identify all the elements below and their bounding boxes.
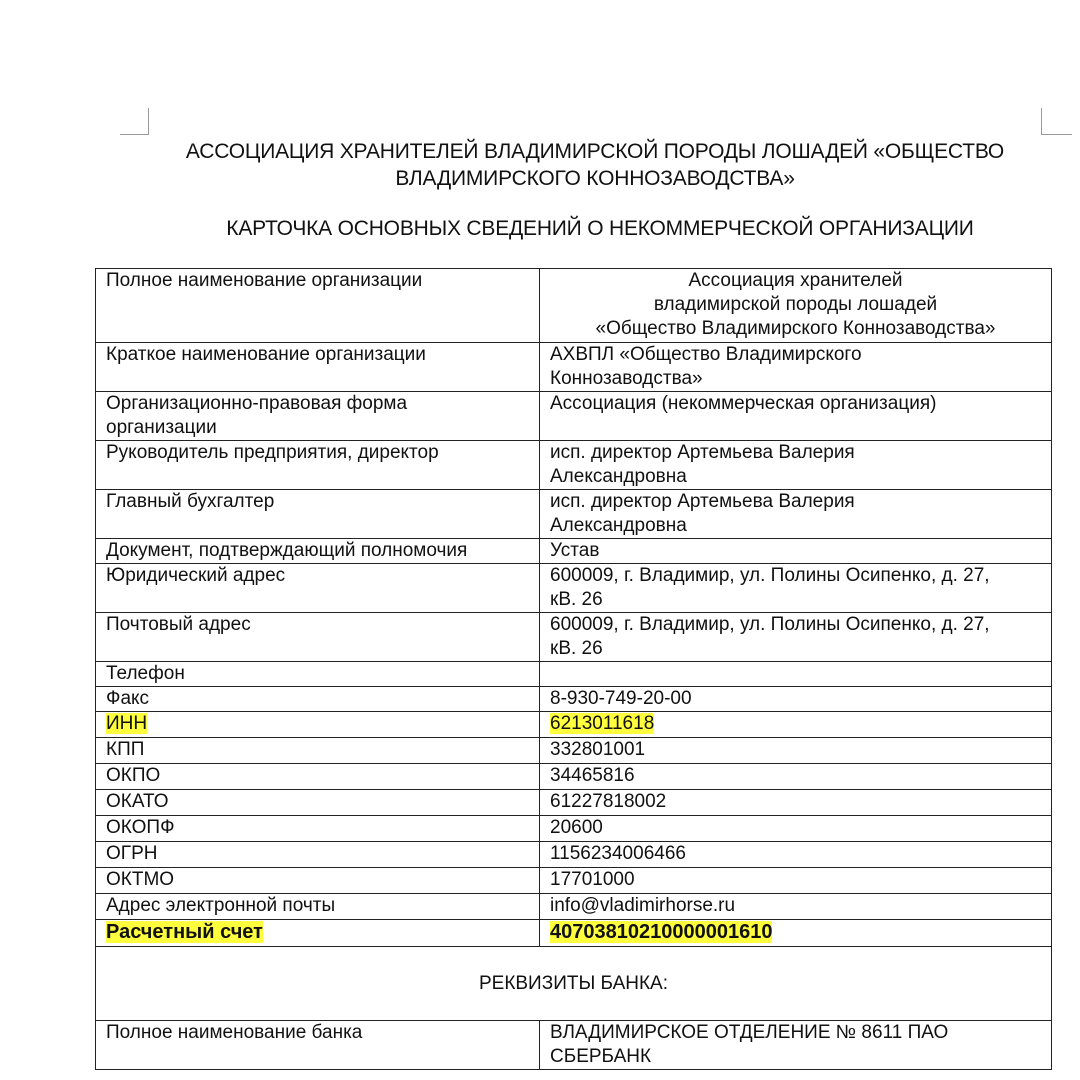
value-line: кВ. 26: [550, 638, 603, 659]
value-line: исп. директор Артемьева Валерия: [550, 491, 855, 512]
row-label: [96, 920, 540, 947]
row-value: [540, 441, 1052, 490]
table-row: [96, 662, 1052, 687]
highlighted-value: 6213011618: [550, 713, 655, 734]
row-label: Главный бухгалтер: [96, 490, 540, 539]
table-row: [96, 816, 1052, 842]
value-line: АХВПЛ «Общество Владимирского: [550, 344, 862, 365]
label-line: Организационно-правовая форма: [106, 393, 408, 414]
row-value: [540, 920, 1052, 947]
row-label: КПП: [96, 738, 540, 764]
value-line: кВ. 26: [550, 589, 603, 610]
organization-title: [150, 138, 1040, 192]
row-label: Руководитель предприятия, директор: [96, 441, 540, 490]
row-value: [540, 490, 1052, 539]
table-row: [96, 894, 1052, 920]
value-line: Александровна: [550, 466, 687, 487]
value-line: Александровна: [550, 515, 687, 536]
table-row: [96, 738, 1052, 764]
bank-section-title-text: РЕКВИЗИТЫ БАНКА:: [478, 972, 669, 994]
card-title: КАРТОЧКА ОСНОВНЫХ СВЕДЕНИЙ О НЕКОММЕРЧЕСКОЙ ОРГАНИЗАЦИИ: [226, 217, 974, 240]
table-row: [96, 613, 1052, 662]
row-value: 34465816: [540, 764, 1052, 790]
row-value: 17701000: [540, 868, 1052, 894]
table-row: [96, 790, 1052, 816]
row-value: info@vladimirhorse.ru: [540, 894, 1052, 920]
row-value: [540, 564, 1052, 613]
row-value: [540, 269, 1052, 343]
row-label: ОГРН: [96, 842, 540, 868]
value-line: 600009, г. Владимир, ул. Полины Осипенко, д. 27,: [550, 614, 990, 635]
bank-section-header-row: [96, 947, 1052, 1021]
row-label: ОКОПФ: [96, 816, 540, 842]
table-row: [96, 392, 1052, 441]
value-line: Ассоциация хранителей: [688, 270, 903, 291]
bank-section-title: [96, 947, 1052, 1021]
page-corner-mark-right: [1041, 108, 1072, 135]
table-row: [96, 1021, 1052, 1070]
row-label: ОКТМО: [96, 868, 540, 894]
row-label: Адрес электронной почты: [96, 894, 540, 920]
table-row: [96, 764, 1052, 790]
row-value: 8-930-749-20-00: [540, 687, 1052, 712]
table-row: [96, 712, 1052, 738]
row-value: Ассоциация (некоммерческая организация): [540, 392, 1052, 441]
row-value: [540, 613, 1052, 662]
table-row: [96, 269, 1052, 343]
organization-title-line-1: АССОЦИАЦИЯ ХРАНИТЕЛЕЙ ВЛАДИМИРСКОЙ ПОРОДЫ ЛОШАДЕЙ «ОБЩЕСТВО: [185, 140, 1005, 163]
highlighted-value: 40703810210000001610: [550, 921, 773, 943]
row-value: 20600: [540, 816, 1052, 842]
row-value: [540, 343, 1052, 392]
row-label: Телефон: [96, 662, 540, 687]
value-line: СБЕРБАНК: [550, 1046, 652, 1067]
table-row: [96, 441, 1052, 490]
page-corner-mark-left: [120, 108, 149, 135]
table-row: [96, 490, 1052, 539]
row-label: [96, 392, 540, 441]
row-value: 61227818002: [540, 790, 1052, 816]
row-value: Устав: [540, 539, 1052, 564]
row-label: ОКАТО: [96, 790, 540, 816]
value-line: Коннозаводства»: [550, 368, 703, 389]
row-value: 332801001: [540, 738, 1052, 764]
row-label: ОКПО: [96, 764, 540, 790]
organization-title-line-2: ВЛАДИМИРСКОГО КОННОЗАВОДСТВА»: [395, 167, 795, 190]
row-label: Полное наименование организации: [96, 269, 540, 343]
value-line: владимирской породы лошадей: [653, 294, 938, 315]
row-label: Юридический адрес: [96, 564, 540, 613]
row-label: Факс: [96, 687, 540, 712]
table-row: [96, 868, 1052, 894]
table-row: [96, 687, 1052, 712]
value-line: 600009, г. Владимир, ул. Полины Осипенко, д. 27,: [550, 565, 990, 586]
row-value: [540, 662, 1052, 687]
value-line: исп. директор Артемьева Валерия: [550, 442, 855, 463]
table-row: [96, 343, 1052, 392]
row-label: Документ, подтверждающий полномочия: [96, 539, 540, 564]
row-label: Полное наименование банка: [96, 1021, 540, 1070]
row-label: [96, 712, 540, 738]
value-line: ВЛАДИМИРСКОЕ ОТДЕЛЕНИЕ № 8611 ПАО: [550, 1022, 949, 1043]
highlighted-label: ИНН: [106, 713, 148, 734]
row-value: [540, 712, 1052, 738]
label-line: организации: [106, 417, 217, 438]
organization-info-table: [95, 268, 1052, 1070]
table-row: [96, 564, 1052, 613]
row-label: Почтовый адрес: [96, 613, 540, 662]
highlighted-label: Расчетный счет: [106, 921, 263, 943]
value-line: «Общество Владимирского Коннозаводства»: [595, 318, 996, 339]
row-value: 1156234006466: [540, 842, 1052, 868]
row-value: [540, 1021, 1052, 1070]
table-row: [96, 539, 1052, 564]
table-row: [96, 842, 1052, 868]
row-label: Краткое наименование организации: [96, 343, 540, 392]
table-row: [96, 920, 1052, 947]
